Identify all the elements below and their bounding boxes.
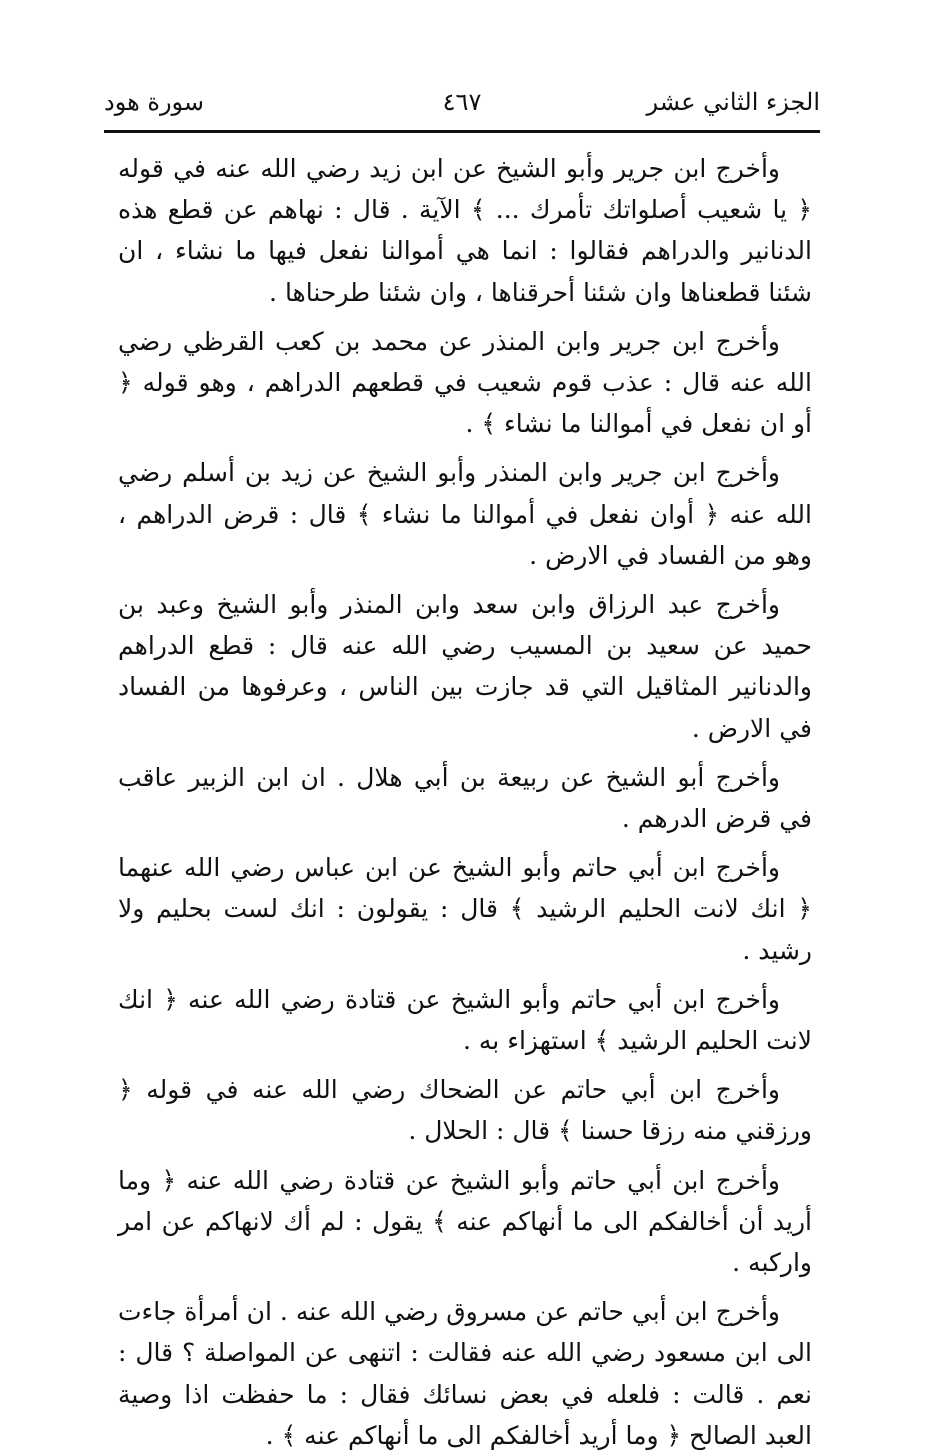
paragraph: وأخرج ابن جرير وأبو الشيخ عن ابن زيد رضي الله عنه في قوله ﴿ يا شعيب أصلواتك تأمرك ... ﴾ الآية . قال : نهاهم عن قطع هذه الدنانير والدراهم فقالوا : انما هي أموالنا نفعل فيها ما نشاء ، ان شئنا قطعناها وان شئنا أحرقناها ، وان شئنا طرحناها .	[118, 154, 812, 307]
paragraph: وأخرج ابن جرير وابن المنذر وأبو الشيخ عن زيد بن أسلم رضي الله عنه ﴿ أوان نفعل في أموالنا ما نشاء ﴾ قال : قرض الدراهم ، وهو من الفساد في الارض .	[118, 458, 812, 570]
page-header	[104, 84, 820, 128]
page-body	[118, 148, 812, 1456]
paragraph: وأخرج ابن أبي حاتم وأبو الشيخ عن قتادة رضي الله عنه ﴿ وما أريد أن أخالفكم الى ما أنهاكم عنه ﴾ يقول : لم أك لانهاكم عن امر واركبه .	[118, 1165, 812, 1278]
paragraph: وأخرج ابن أبي حاتم عن مسروق رضي الله عنه . ان أمرأة جاءت الى ابن مسعود رضي الله عنه فقالت : اتنهى عن المواصلة ؟ قال : نعم . قالت : فلعله في بعض نسائك فقال : ما حفظت اذا وصية العبد الصالح ﴿ وما أريد أخالفكم الى ما أنهاكم عنه ﴾ .	[118, 1297, 812, 1450]
paragraph: وأخرج ابن أبي حاتم وأبو الشيخ عن ابن عباس رضي الله عنهما ﴿ انك لانت الحليم الرشيد ﴾ قال : يقولون : انك لست بحليم ولا رشيد .	[118, 853, 812, 965]
header-rule	[104, 130, 820, 133]
paragraph: وأخرج عبد الرزاق وابن سعد وابن المنذر وأبو الشيخ وعبد بن حميد عن سعيد بن المسيب رضي الله عنه قال : قطع الدراهم والدنانير المثاقيل التي قد جازت بين الناس ، وعرفوها من الفساد في الارض .	[118, 590, 812, 743]
paragraph: وأخرج ابن أبي حاتم عن الضحاك رضي الله عنه في قوله ﴿ ورزقني منه رزقا حسنا ﴾ قال : الحلال .	[118, 1075, 812, 1146]
part-title: الجزء الثاني عشر	[646, 88, 820, 116]
paragraph: وأخرج ابن جرير وابن المنذر عن محمد بن كعب القرظي رضي الله عنه قال : عذب قوم شعيب في قطعهم الدراهم ، وهو قوله ﴿ أو ان نفعل في أموالنا ما نشاء ﴾ .	[118, 326, 812, 439]
page-number: ٤٦٧	[442, 88, 482, 116]
surah-title: سورة هود	[104, 88, 205, 116]
paragraph: وأخرج أبو الشيخ عن ربيعة بن أبي هلال . ان ابن الزبير عاقب في قرض الدرهم .	[118, 762, 812, 834]
paragraph: وأخرج ابن أبي حاتم وأبو الشيخ عن قتادة رضي الله عنه ﴿ انك لانت الحليم الرشيد ﴾ استهزاء به .	[118, 984, 812, 1056]
